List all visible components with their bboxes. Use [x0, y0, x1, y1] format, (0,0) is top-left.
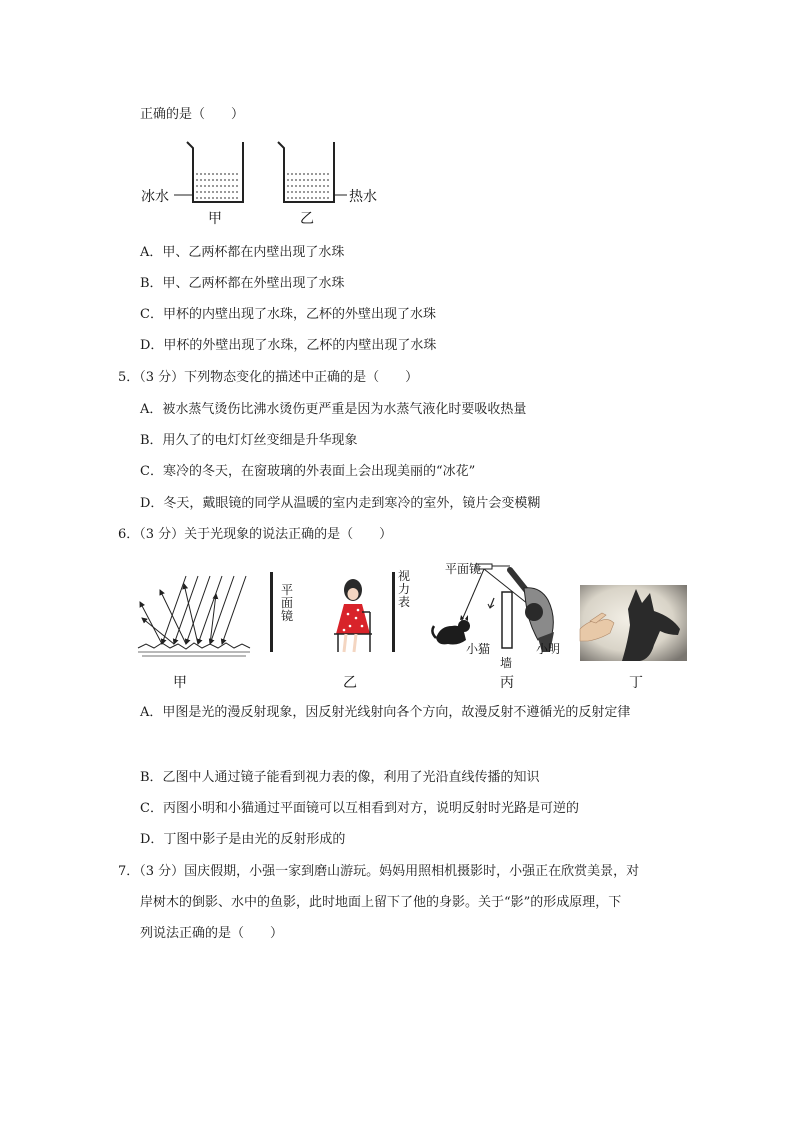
q4-option-b: B．甲、乙两杯都在外壁出现了水珠	[140, 276, 345, 291]
cup-yi-label: 乙	[300, 211, 314, 227]
hot-water-beaker	[278, 142, 347, 202]
q5-stem: 5．（3 分）下列物态变化的描述中正确的是（ ）	[118, 370, 419, 385]
diffuse-reflection-figure	[138, 572, 250, 660]
q4-stem-tail: 正确的是（ ）	[140, 107, 245, 122]
q6-option-b: B．乙图中人通过镜子能看到视力表的像，利用了光沿直线传播的知识	[140, 770, 540, 785]
ice-water-beaker	[174, 142, 243, 202]
q5-option-a: A．被水蒸气烫伤比沸水烫伤更严重是因为水蒸气液化时要吸收热量	[140, 402, 527, 417]
fig-yi-label: 乙	[343, 675, 357, 691]
cup-jia-label: 甲	[208, 211, 222, 227]
q7-line-3: 列说法正确的是（ ）	[140, 926, 284, 941]
q5-option-b: B．用久了的电灯灯丝变细是升华现象	[140, 433, 358, 448]
q5-option-c: C．寒冷的冬天，在窗玻璃的外表面上会出现美丽的“冰花”	[140, 464, 476, 479]
q7-line-2: 岸树木的倒影、水中的鱼影，此时地面上留下了他的身影。关于“影”的形成原理，下	[140, 895, 622, 910]
wall-label: 墙	[500, 656, 513, 670]
fig-jia-label: 甲	[173, 675, 187, 691]
q4-option-a: A．甲、乙两杯都在内壁出现了水珠	[140, 245, 345, 260]
q6-option-c: C．丙图小明和小猫通过平面镜可以互相看到对方，说明反射时光路是可逆的	[140, 801, 579, 816]
mirror-yi-label: 平面镜	[281, 583, 294, 623]
q5-option-d: D．冬天，戴眼镜的同学从温暖的室内走到寒冷的室外，镜片会变模糊	[140, 496, 541, 511]
ice-water-label: 冰水	[141, 189, 169, 205]
hot-water-label: 热水	[349, 189, 377, 205]
cat-label: 小猫	[466, 642, 491, 656]
cat-figure	[432, 615, 470, 645]
fig-bing-label: 丙	[500, 675, 514, 691]
xiaoming-label: 小明	[536, 642, 561, 656]
hand-shadow-figure	[580, 585, 687, 661]
eye-chart-label: 视力表	[398, 569, 411, 609]
q4-option-c: C．甲杯的内壁出现了水珠，乙杯的外壁出现了水珠	[140, 307, 436, 322]
beaker-figure	[140, 138, 390, 228]
q7-line-1: 7．（3 分）国庆假期，小强一家到磨山游玩。妈妈用照相机摄影时，小强正在欣赏美景，对	[118, 864, 640, 879]
mirror-bing-label: 平面镜	[445, 562, 482, 576]
q4-option-d: D．甲杯的外壁出现了水珠，乙杯的内壁出现了水珠	[140, 338, 437, 353]
q6-option-a: A．甲图是光的漫反射现象，因反射光线射向各个方向，故漫反射不遵循光的反射定律	[140, 705, 631, 720]
fig-ding-label: 丁	[629, 675, 643, 691]
q6-stem: 6．（3 分）关于光现象的说法正确的是（ ）	[118, 527, 393, 542]
q6-option-d: D．丁图中影子是由光的反射形成的	[140, 832, 346, 847]
